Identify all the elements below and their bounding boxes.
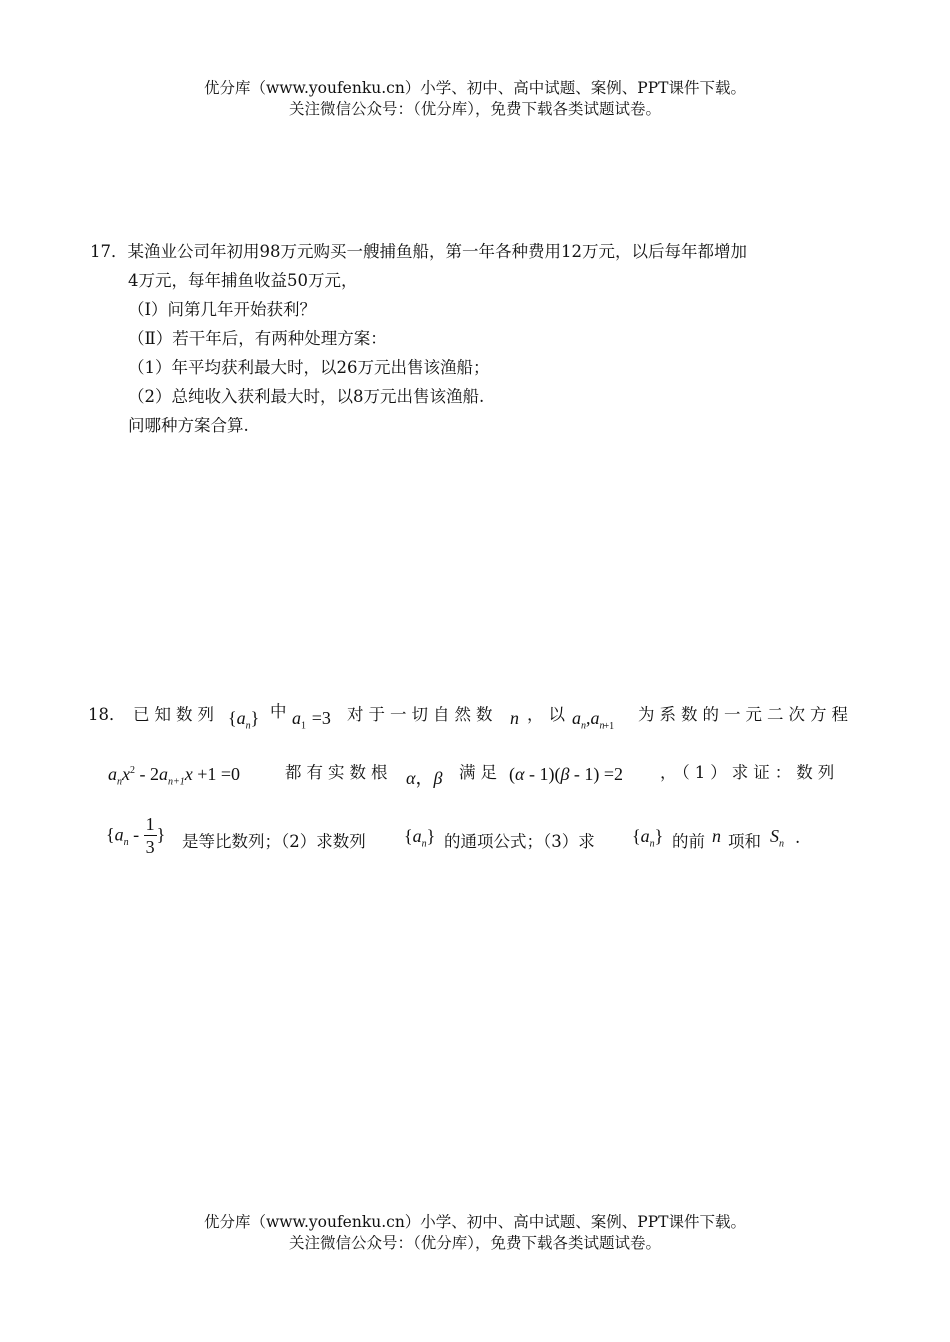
header-line-2: 关注微信公众号：（优分库），免费下载各类试题试卷。 xyxy=(288,100,661,118)
q17-line-7: 问哪种方案合算. xyxy=(128,416,249,435)
q18-text-1: 已知数列 xyxy=(133,705,219,724)
q18-number: 18． xyxy=(88,705,126,724)
q18-text-12: 项和 xyxy=(728,832,761,851)
q17-line-1: 17．某渔业公司年初用98万元购买一艘捕鱼船，第一年各种费用12万元，以后每年都增加 xyxy=(90,242,747,261)
formula-sequence-an-3: $\{a_n\}$ xyxy=(632,826,664,850)
footer-line-2: 关注微信公众号：（优分库），免费下载各类试题试卷。 xyxy=(288,1234,661,1252)
q18-text-11: 的前 xyxy=(672,832,705,851)
formula-n-2: n xyxy=(712,826,721,846)
formula-quadratic-equation: $a_nx^2 - 2a_{n+1}x +1 =0$ xyxy=(108,764,241,788)
formula-sequence-an-2: $\{a_n\}$ xyxy=(404,826,436,850)
formula-sequence-an: $\{a_n\}$ xyxy=(228,708,260,732)
q18-text-2: 中 xyxy=(270,702,287,721)
formula-an-minus-third: {$a_n$ - $\frac{1}{3}$ } xyxy=(106,814,166,857)
formula-an-an1: $a_n,a_{n+1}$ xyxy=(572,708,615,732)
q17-line-3: （Ⅰ）问第几年开始获利？ xyxy=(128,300,317,319)
q18-text-9: 是等比数列；（2）求数列 xyxy=(182,832,366,851)
q18-text-8: ，（1）求证：数列 xyxy=(660,763,840,782)
q17-line-5: （1）年平均获利最大时，以26万元出售该渔船； xyxy=(128,358,490,377)
formula-n: n xyxy=(510,708,519,728)
formula-sn: $S_n$ xyxy=(770,826,784,850)
q18-text-5: 为系数的一元二次方程 xyxy=(638,705,853,724)
q18-text-3: 对于一切自然数 xyxy=(347,705,498,724)
formula-alpha-beta: α，β xyxy=(406,768,443,788)
q18-text-7: 满足 xyxy=(459,763,502,782)
q17-line-6: （2）总纯收入获利最大时，以8万元出售该渔船. xyxy=(128,387,485,406)
q18-text-6: 都有实数根 xyxy=(285,763,393,782)
q17-line-2: 4万元，每年捕鱼收益50万元， xyxy=(128,271,358,290)
q18-text-4: ，以 xyxy=(527,705,570,724)
formula-root-condition: (α - 1)(β - 1) =2 xyxy=(509,764,624,784)
header-line-1: 优分库（www.youfenku.cn）小学、初中、高中试题、案例、PPT课件下载。 xyxy=(203,79,747,97)
q17-line-4: （Ⅱ）若干年后，有两种处理方案： xyxy=(128,329,387,348)
q18-text-13: . xyxy=(795,828,801,847)
footer-line-1: 优分库（www.youfenku.cn）小学、初中、高中试题、案例、PPT课件下载。 xyxy=(203,1213,747,1231)
q18-text-10: 的通项公式；（3）求 xyxy=(444,832,595,851)
formula-a1-equals-3: $a_1 =3$ xyxy=(292,708,331,732)
